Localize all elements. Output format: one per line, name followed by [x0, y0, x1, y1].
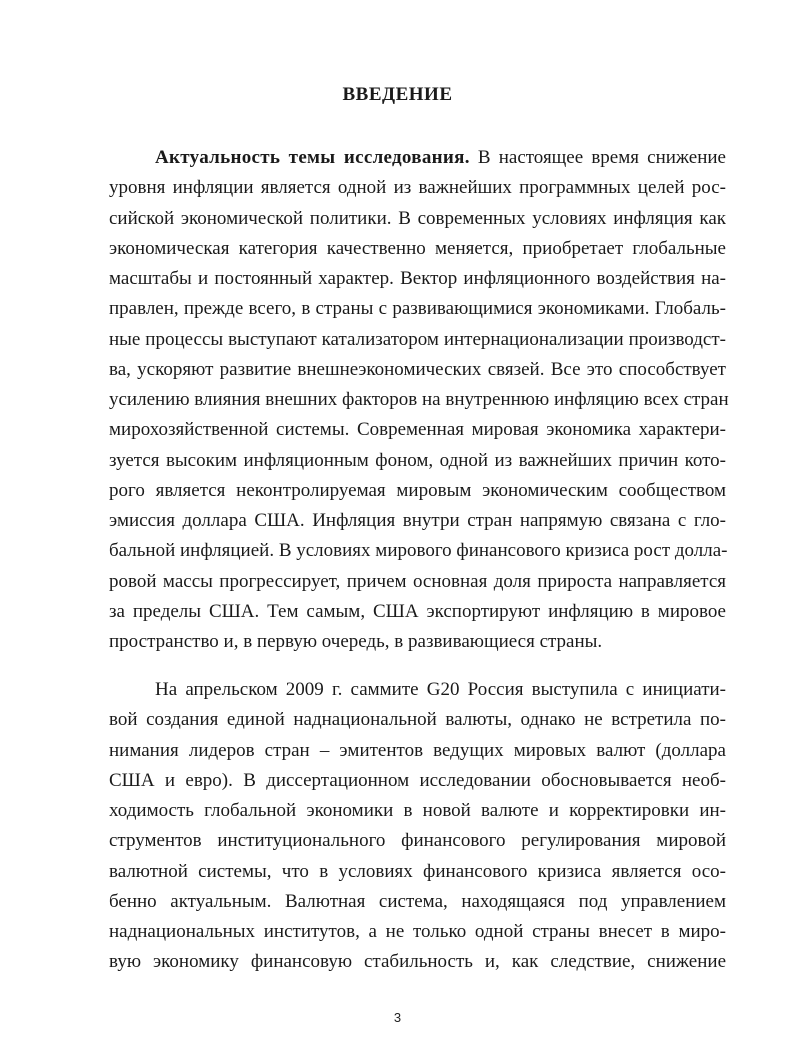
- text-line: уровня инфляции является одной из важнейших программных целей рос-: [109, 177, 726, 199]
- text-line-fragment: В настоящее время снижение: [469, 147, 726, 168]
- text-line: США и евро). В диссертационном исследовании обосновывается необ-: [109, 769, 726, 791]
- text-line: вой создания единой наднациональной валюты, однако не встретила по-: [109, 709, 726, 731]
- text-line: ва, ускоряют развитие внешнеэкономических связей. Все это способствует: [109, 358, 726, 380]
- text-line: усилению влияния внешних факторов на внутреннюю инфляцию всех стран: [109, 389, 729, 410]
- paragraph-relevance: [109, 143, 729, 657]
- text-line: [109, 143, 726, 173]
- text-line: наднациональных институтов, а не только одной страны внесет в миро-: [109, 921, 726, 942]
- section-heading: ВВЕДЕНИЕ: [342, 84, 453, 105]
- text-line: струментов институционального финансового регулирования мировой: [109, 830, 726, 852]
- text-line: мирохозяйственной системы. Современная мировая экономика характери-: [109, 419, 726, 441]
- page-number: 3: [393, 1010, 402, 1025]
- text-line: На апрельском 2009 г. саммите G20 Россия выступила с инициати-: [155, 679, 726, 700]
- text-line: пространство и, в первую очередь, в развивающиеся страны.: [109, 631, 603, 652]
- text-line: нимания лидеров стран – эмитентов ведущих мировых валют (доллара: [109, 739, 726, 761]
- text-line: правлен, прежде всего, в страны с развивающимися экономиками. Глобаль-: [109, 298, 726, 320]
- text-line: за пределы США. Тем самым, США экспортируют инфляцию в мировое: [109, 600, 726, 622]
- text-line: экономическая категория качественно меняется, приобретает глобальные: [109, 237, 726, 259]
- text-line: зуется высоким инфляционным фоном, одной из важнейших причин кото-: [109, 449, 726, 471]
- text-line: ные процессы выступают катализатором интернационализации производст-: [109, 328, 726, 350]
- text-line: эмиссия доллара США. Инфляция внутри стран напрямую связана с гло-: [109, 510, 726, 531]
- text-line: вую экономику финансовую стабильность и, как следствие, снижение: [109, 951, 726, 973]
- text-line: бальной инфляцией. В условиях мирового финансового кризиса рост долла-: [109, 540, 728, 562]
- text-line: сийской экономической политики. В современных условиях инфляция как: [109, 207, 726, 229]
- text-line: ровой массы прогрессирует, причем основная доля прироста направляется: [109, 570, 726, 592]
- text-line: рого является неконтролируемая мировым экономическим сообществом: [109, 479, 726, 501]
- text-line: масштабы и постоянный характер. Вектор инфляционного воздействия на-: [109, 268, 726, 289]
- relevance-lead: Актуальность темы исследования.: [155, 147, 470, 168]
- text-line: валютной системы, что в условиях финансового кризиса является осо-: [109, 860, 726, 882]
- text-line: бенно актуальным. Валютная система, находящаяся под управлением: [109, 890, 726, 912]
- paragraph-g20-initiative: [109, 675, 726, 978]
- text-line: ходимость глобальной экономики в новой валюте и корректировки ин-: [109, 800, 726, 821]
